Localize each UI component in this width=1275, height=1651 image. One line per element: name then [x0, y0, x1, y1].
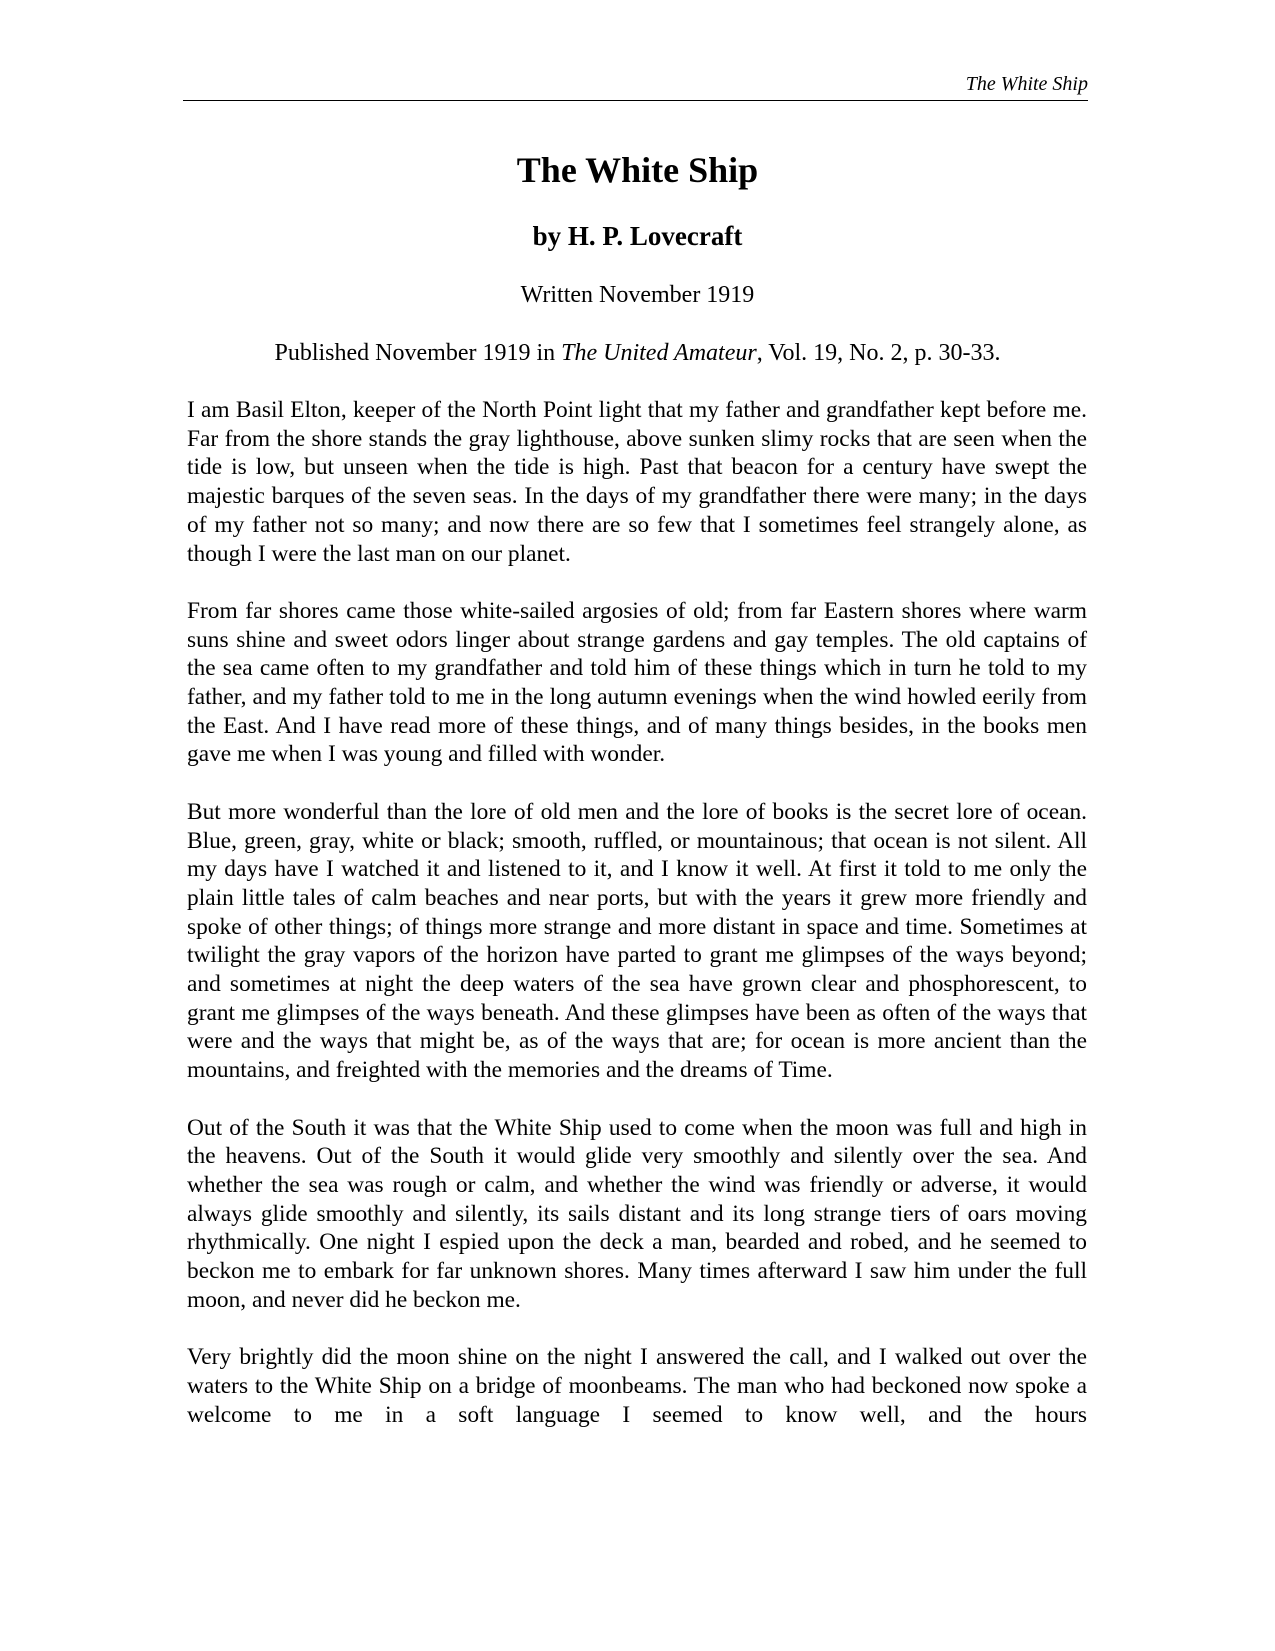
running-header: The White Ship	[183, 72, 1088, 101]
paragraph-4: Out of the South it was that the White Ship used to come when the moon was full and high in the heavens. Out of the South it would glide very smoothly and silently over the sea. And whether the sea was rough or calm, and whether the wind was friendly or adverse, it would always glide smoothly and silently, its sails distant and its long strange tiers of oars moving rhythmically. One night I espied upon the deck a man, bearded and robed, and he seemed to beckon me to embark for far unknown shores. Many times afterward I saw him under the full moon, and never did he beckon me.	[187, 1114, 1087, 1313]
story-body	[187, 396, 1087, 1429]
paragraph-1: I am Basil Elton, keeper of the North Point light that my father and grandfather kept before me. Far from the shore stands the gray lighthouse, above sunken slimy rocks that are seen when the tide is low, but unseen when the tide is high. Past that beacon for a century have swept the majestic barques of the seven seas. In the days of my grandfather there were many; in the days of my father not so many; and now there are so few that I sometimes feel strangely alone, as though I were the last man on our planet.	[187, 397, 1087, 567]
author-line: by H. P. Lovecraft	[532, 221, 743, 251]
publication-journal: The United Amateur	[561, 340, 757, 366]
paragraph-3: But more wonderful than the lore of old men and the lore of books is the secret lore of ocean. Blue, green, gray, white or black; smooth, ruffled, or mountainous; that ocean is not silent. All my days have I watched it and listened to it, and I know it well. At first it told to me only the plain little tales of calm beaches and near ports, but with the years it grew more friendly and spoke of other things; of things more strange and more distant in space and time. Sometimes at twilight the gray vapors of the horizon have parted to grant me glimpses of the ways beyond; and sometimes at night the deep waters of the sea have grown clear and phosphorescent, to grant me glimpses of the ways beneath. And these glimpses have been as often of the ways that were and the ways that might be, as of the ways that are; for ocean is more ancient than the mountains, and freighted with the memories and the dreams of Time.	[187, 798, 1087, 1084]
paragraph-5: Very brightly did the moon shine on the night I answered the call, and I walked out over the waters to the White Ship on a bridge of moonbeams. The man who had beckoned now spoke a welcome to me in a soft language I seemed to know well, and the hours	[187, 1344, 1087, 1428]
written-date: Written November 1919	[520, 282, 755, 308]
publication-note	[0, 338, 1275, 368]
paragraph-2: From far shores came those white-sailed argosies of old; from far Eastern shores where warm suns shine and sweet odors linger about strange gardens and gay temples. The old captains of the sea came often to my grandfather and told him of these things which in turn he told to my father, and my father told to me in the long autumn evenings when the wind howled eerily from the East. And I have read more of these things, and of many things besides, in the books men gave me when I was young and filled with wonder.	[187, 597, 1087, 768]
publication-prefix: Published November 1919 in	[274, 340, 562, 366]
publication-suffix: , Vol. 19, No. 2, p. 30-33.	[756, 340, 1001, 366]
story-title: The White Ship	[516, 150, 759, 190]
